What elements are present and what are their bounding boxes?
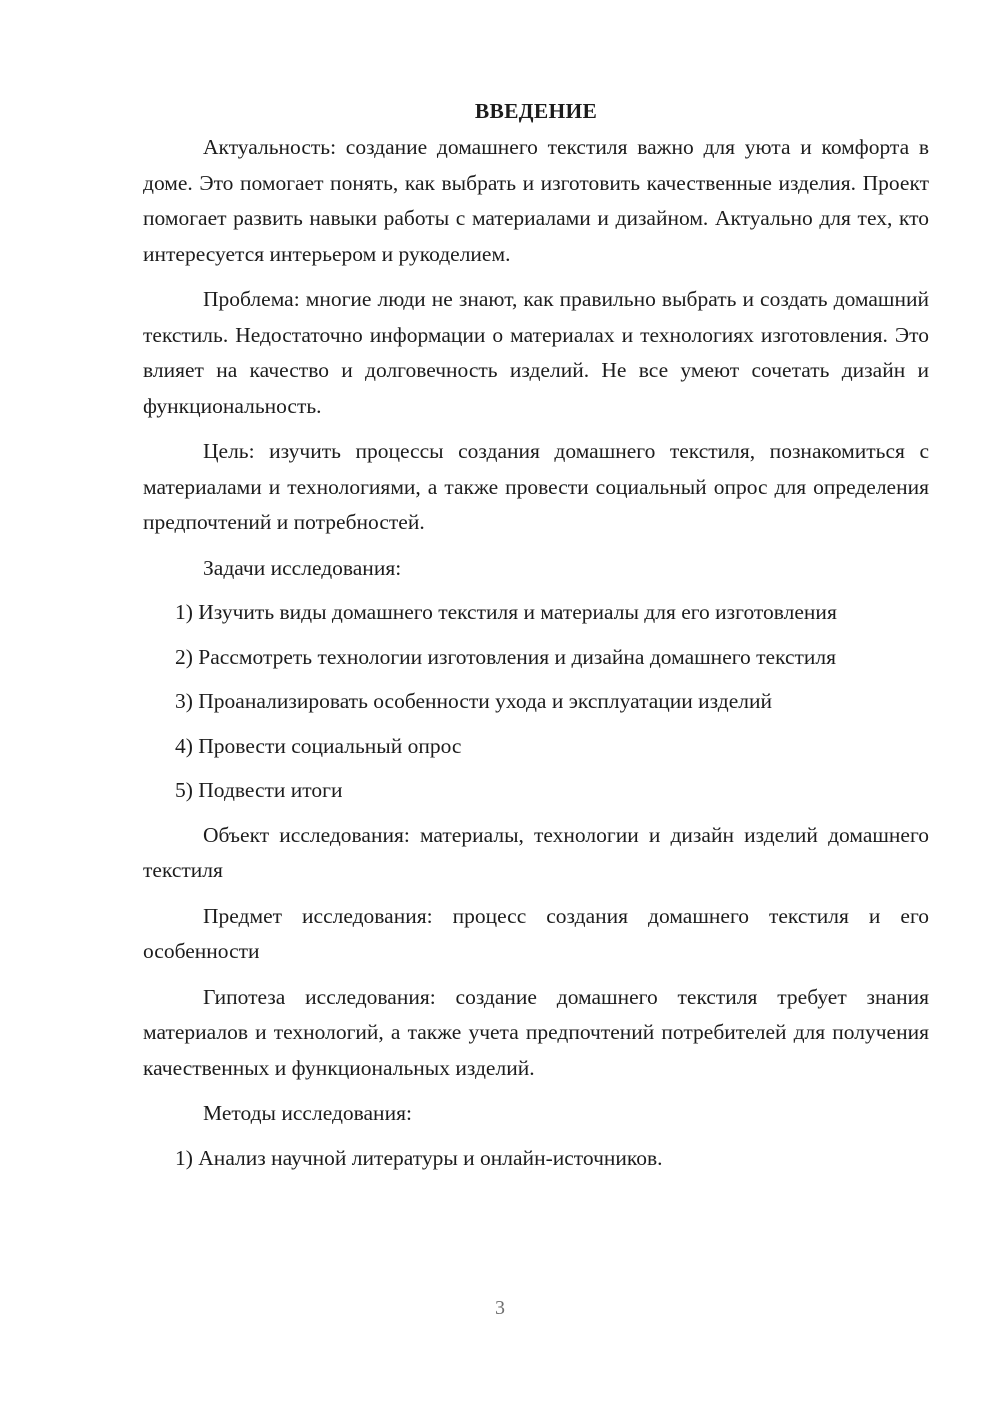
task-item-5: 5) Подвести итоги [175,778,343,802]
task-item-3: 3) Проанализировать особенности ухода и эксплуатации изделий [175,689,772,713]
task-item-1: 1) Изучить виды домашнего текстиля и материалы для его изготовления [175,600,837,624]
hypothesis-paragraph: Гипотеза исследования: создание домашнего текстиля требует знания материалов и технологий, а также учета предпочтений потребителей для получения качественных и функциональных изделий. [143,984,929,1080]
task-item-2: 2) Рассмотреть технологии изготовления и дизайна домашнего текстиля [175,644,837,669]
subject-paragraph: Предмет исследования: процесс создания домашнего текстиля и его особенности [143,903,929,963]
methods-heading: Методы исследования: [203,1101,412,1125]
object-paragraph: Объект исследования: материалы, технологии и дизайн изделий домашнего текстиля [143,822,929,882]
problem-paragraph: Проблема: многие люди не знают, как правильно выбрать и создать домашний текстиль. Недостаточно информации о материалах и технологиях изготовления. Это влияет на качество и долговечность изделий. Не все умеют сочетать дизайн и функциональность. [143,287,929,418]
page-number: 3 [495,1297,505,1319]
tasks-heading: Задачи исследования: [203,555,402,580]
goal-paragraph: Цель: изучить процессы создания домашнего текстиля, познакомиться с материалами и технологиями, а также провести социальный опрос для определения предпочтений и потребностей. [143,439,929,534]
task-item-4: 4) Провести социальный опрос [175,733,462,758]
relevance-paragraph: Актуальность: создание домашнего текстиля важно для уюта и комфорта в доме. Это помогает понять, как выбрать и изготовить качественные изделия. Проект помогает развить навыки работы с материалами и дизайном. Актуально для тех, кто интересуется интерьером и рукоделием. [143,135,929,266]
document-page [143,96,929,1185]
method-item-1: 1) Анализ научной литературы и онлайн-источников. [175,1145,663,1170]
page-title: ВВЕДЕНИЕ [474,99,598,123]
